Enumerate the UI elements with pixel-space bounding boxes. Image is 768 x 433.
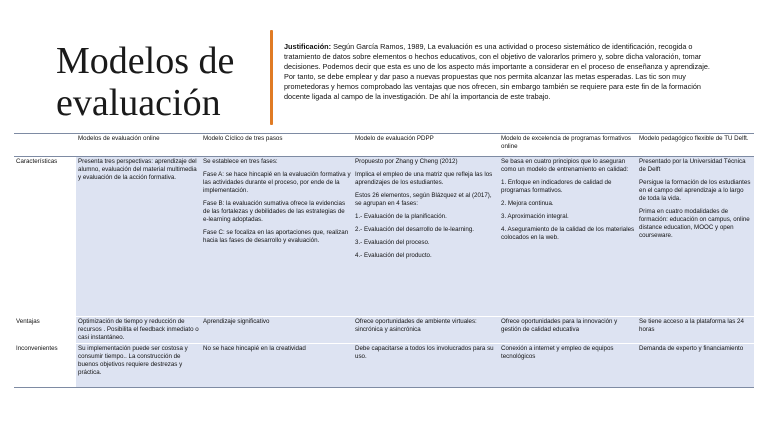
row-label: Ventajas [14, 317, 76, 344]
justification-body: Según García Ramos, 1989, La evaluación es una actividad o proceso sistemático de identificación, recogida o tratamiento de datos sobre elementos o hechos educativos, con el objetivo de valorarlos primero y, sobre dicha valoración, tomar decisiones. Podemos decir que esta es uno de los aspecto más importante a considerar en el proceso de enseñanza y aprendizaje. Por tanto, se debe emplear y dar paso a nuevas propuestas que nos permita alcanzar las metas esperadas. Las tic son muy prometedoras y hemos comprobado las ventajas que nos ofrecen, sin embargo también se requiere para este fin de la formación docente ligada al campo de la investigación. De ahí la importancia de este trabajo. [284, 42, 710, 101]
cell-paragraph: Fase B: la evaluación sumativa ofrece la evidencias de las fortalezas y debilidades de las estrategias de e-learning adoptadas. [203, 200, 346, 223]
cell-paragraph: Presenta tres perspectivas: aprendizaje del alumno, evaluación del material multimedia y evaluación de la acción formativa. [78, 158, 197, 181]
table-cell [637, 157, 754, 317]
header-online-evaluation: Modelos de evaluación online [76, 134, 201, 157]
cell-paragraph: No se hace hincapié en la creatividad [203, 345, 306, 352]
cell-paragraph: Persigue la formación de los estudiantes en el campo del aprendizaje a lo largo de toda la vida. [639, 179, 751, 202]
cell-paragraph: Fase A: se hace hincapié en la evaluación formativa y las actividades durante el proceso, por ende de la implementación. [203, 171, 351, 194]
table-cell [76, 317, 201, 344]
table-cell [201, 317, 353, 344]
cell-paragraph: 1. Enfoque en indicadores de calidad de programas formativos. [501, 179, 612, 194]
table-cell [201, 157, 353, 317]
header-pdpp-model: Modelo de evaluación PDPP [353, 134, 499, 157]
table-header-row [14, 134, 754, 157]
cell-paragraph: Debe capacitarse a todos los involucrados para su uso. [355, 345, 494, 360]
cell-paragraph: Su implementación puede ser costosa y consumir tiempo.. La construcción de buenos objetivos requiere destrezas y práctica. [78, 345, 188, 376]
cell-paragraph: 3.- Evaluación del proceso. [355, 239, 430, 246]
justification-paragraph [284, 42, 716, 102]
accent-bar [270, 30, 273, 125]
table-row-disadvantages [14, 344, 754, 388]
cell-paragraph: Se basa en cuatro principios que lo aseguran como un modelo de entrenamiento en calidad: [501, 158, 629, 173]
cell-paragraph: 2.- Evaluación del desarrollo de le-learning. [355, 226, 475, 233]
table-cell [353, 344, 499, 388]
cell-paragraph: Prima en cuatro modalidades de formación: educación on campus, online distance education, MOOC y open courseware. [639, 208, 750, 239]
table-cell [637, 317, 754, 344]
table-cell [499, 157, 637, 317]
cell-paragraph: Fase C: se focaliza en las aportaciones que, realizan hacia las fases de desarrollo y evaluación. [203, 229, 349, 244]
table-row-advantages [14, 317, 754, 344]
table-cell [76, 157, 201, 317]
table-row-characteristics [14, 157, 754, 317]
cell-paragraph: Implica el empleo de una matriz que refleja las los aprendizajes de los estudiantes. [355, 171, 493, 186]
cell-paragraph: Optimización de tiempo y reducción de recursos . Posibilita el feedback inmediato o casi instantáneo. [78, 318, 199, 341]
table-cell [353, 157, 499, 317]
justification-lead: Justificación: [284, 42, 332, 51]
cell-paragraph: Estos 26 elementos, según Blázquez et al (2017), se agrupan en 4 fases: [355, 192, 492, 207]
header-corner [14, 134, 76, 157]
slide-title: Modelos de evaluación [56, 40, 235, 124]
cell-paragraph: Ofrece oportunidades de ambiente virtuales: sincrónica y asincrónica [355, 318, 477, 333]
cell-paragraph: Conexión a internet y empleo de equipos tecnológicos [501, 345, 614, 360]
header-excellence-model: Modelo de excelencia de programas formativos online [499, 134, 637, 157]
table-cell [499, 344, 637, 388]
cell-paragraph: 3. Aproximación integral. [501, 213, 569, 220]
table-cell [353, 317, 499, 344]
table-cell [637, 344, 754, 388]
cell-paragraph: Ofrece oportunidades para la innovación y gestión de calidad educativa [501, 318, 618, 333]
cell-paragraph: 1.- Evaluación de la planificación. [355, 213, 447, 220]
cell-paragraph: Demanda de experto y financiamiento [639, 345, 744, 352]
cell-paragraph: 2. Mejora continua. [501, 200, 554, 207]
cell-paragraph: Se establece en tres fases: [203, 158, 278, 165]
header-tu-delft-model: Modelo pedagógico flexible de TU Delft. [637, 134, 754, 157]
table-cell [201, 344, 353, 388]
table-cell [76, 344, 201, 388]
cell-paragraph: Propuesto por Zhang y Cheng (2012) [355, 158, 458, 165]
row-label: Características [14, 157, 76, 317]
models-table [14, 133, 754, 388]
cell-paragraph: Presentado por la Universidad Técnica de Delft [639, 158, 746, 173]
cell-paragraph: Se tiene acceso a la plataforma las 24 horas [639, 318, 744, 333]
cell-paragraph: 4. Aseguramiento de la calidad de los materiales colocados en la web. [501, 226, 635, 241]
header-cyclic-model: Modelo Cíclico de tres pasos [201, 134, 353, 157]
table-cell [499, 317, 637, 344]
row-label: Inconvenientes [14, 344, 76, 388]
cell-paragraph: 4.- Evaluación del producto. [355, 252, 432, 259]
cell-paragraph: Aprendizaje significativo [203, 318, 270, 325]
